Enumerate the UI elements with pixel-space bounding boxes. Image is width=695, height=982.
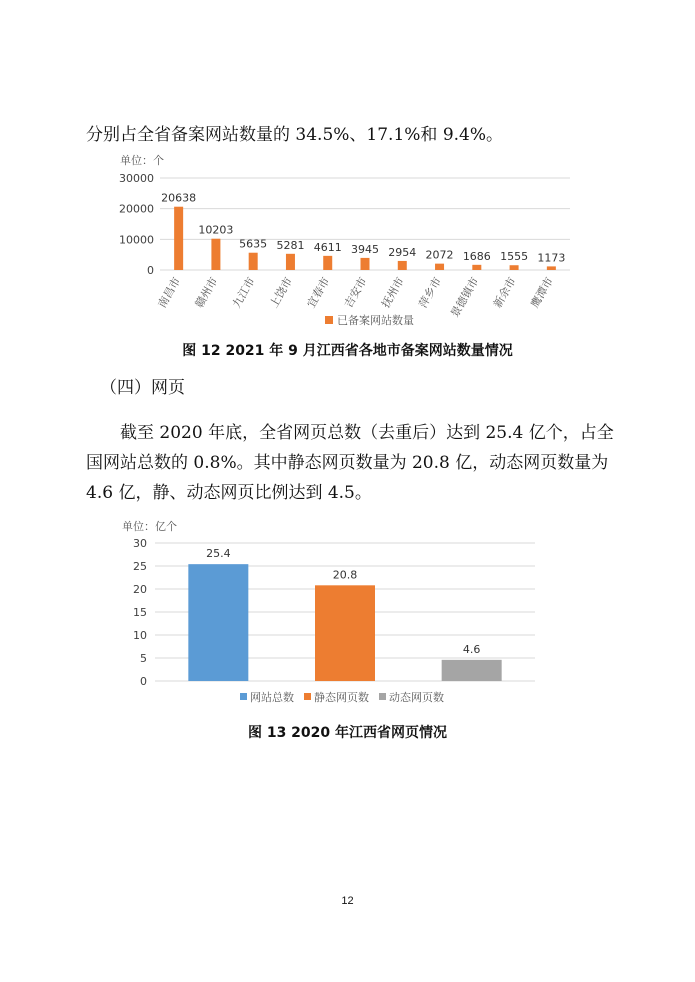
- chart-webpages: [110, 517, 570, 712]
- data-label: 5635: [239, 237, 268, 251]
- y-tick-label: 20: [133, 583, 147, 596]
- legend-label: 静态网页数: [314, 691, 369, 704]
- bar-3: [442, 660, 502, 681]
- bar-9: [472, 265, 481, 270]
- intro-text: 分别占全省备案网站数量的 34.5%、17.1%和 9.4%。: [86, 125, 504, 145]
- legend-swatch: [379, 693, 386, 700]
- figure-12-caption: 图 12 2021 年 9 月江西省各地市备案网站数量情况: [182, 343, 513, 359]
- bar-3: [249, 253, 258, 270]
- figure-13-caption: 图 13 2020 年江西省网页情况: [247, 725, 448, 741]
- bar-1: [188, 564, 248, 681]
- category-label: 新余市: [490, 275, 519, 311]
- bar-2: [211, 239, 220, 270]
- y-tick-label: 0: [147, 264, 154, 277]
- bar-4: [286, 254, 295, 270]
- y-tick-label: 25: [133, 560, 147, 573]
- page-number: 12: [341, 895, 354, 907]
- y-tick-label: 15: [133, 606, 147, 619]
- data-label: 20638: [161, 191, 197, 205]
- y-tick-label: 5: [140, 652, 147, 665]
- data-label: 2072: [425, 248, 454, 262]
- bar-10: [510, 265, 519, 270]
- category-label: 九江市: [230, 275, 258, 311]
- data-label: 1555: [500, 250, 529, 264]
- bar-8: [435, 264, 444, 270]
- legend-swatch: [304, 693, 311, 700]
- category-label: 抚州市: [379, 275, 407, 311]
- legend-swatch: [325, 316, 333, 324]
- unit-label: 单位：个: [120, 154, 164, 167]
- section-heading: （四）网页: [100, 378, 185, 398]
- y-tick-label: 20000: [119, 202, 154, 216]
- category-label: 赣州市: [192, 275, 221, 311]
- legend-label: 动态网页数: [389, 691, 444, 704]
- legend-label: 已备案网站数量: [337, 314, 414, 327]
- unit-label: 单位：亿个: [122, 520, 177, 533]
- bar-6: [361, 258, 370, 270]
- legend-swatch: [240, 693, 247, 700]
- y-tick-label: 10000: [119, 233, 154, 247]
- category-label: 上饶市: [267, 275, 296, 311]
- category-label: 宜春市: [304, 275, 333, 311]
- data-label: 1173: [537, 251, 566, 265]
- data-label: 20.8: [332, 568, 358, 582]
- data-label: 4.6: [462, 642, 481, 656]
- data-label: 25.4: [206, 547, 231, 561]
- category-label: 鹰潭市: [528, 275, 556, 311]
- data-label: 2954: [388, 245, 417, 259]
- bar-2: [315, 585, 375, 681]
- category-label: 南昌市: [155, 275, 184, 311]
- data-label: 1686: [462, 249, 491, 263]
- category-label: 萍乡市: [416, 275, 445, 311]
- data-label: 5281: [276, 238, 305, 252]
- category-label: 景德镇市: [448, 275, 482, 320]
- bar-1: [174, 207, 183, 270]
- category-label: 吉安市: [341, 275, 370, 311]
- data-label: 3945: [351, 242, 379, 256]
- y-tick-label: 10: [133, 629, 147, 642]
- bar-11: [547, 266, 556, 270]
- paragraph-webpages: 截至 2020 年底，全省网页总数（去重后）达到 25.4 亿个，占全国网站总数的 0.8%。其中静态网页数量为 20.8 亿，动态网页数量为 4.6 亿，静、动态网页比例达到 4.5。: [86, 423, 614, 503]
- chart-city-websites: [80, 150, 600, 340]
- data-label: 10203: [198, 223, 234, 237]
- legend-label: 网站总数: [250, 691, 294, 704]
- bar-7: [398, 261, 407, 270]
- bar-5: [323, 256, 332, 270]
- y-tick-label: 30: [133, 537, 147, 550]
- y-tick-label: 0: [140, 675, 147, 688]
- data-label: 4611: [313, 240, 342, 254]
- y-tick-label: 30000: [119, 172, 154, 185]
